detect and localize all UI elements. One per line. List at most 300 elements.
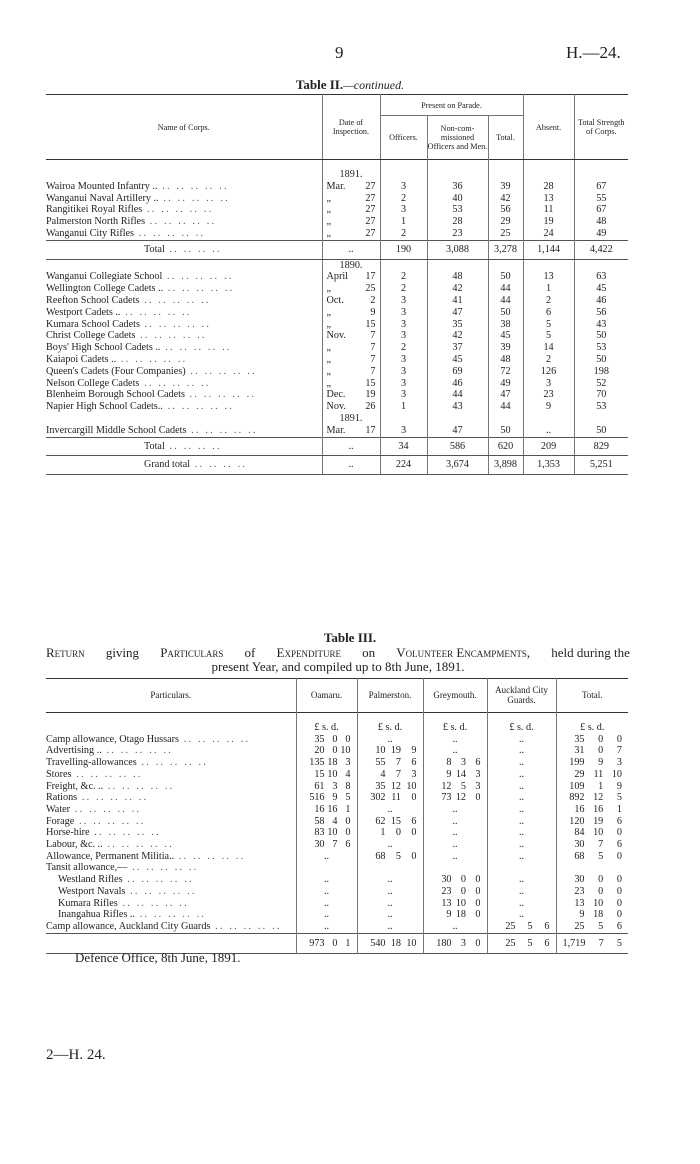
amount-dots: .. — [387, 920, 393, 932]
cell-officers: 3 — [380, 425, 427, 437]
amount — [358, 851, 423, 863]
amount — [297, 827, 357, 839]
spacer — [574, 259, 628, 271]
spacer — [46, 413, 322, 425]
amount-dots: .. — [518, 733, 525, 745]
particular-text: Rations — [46, 792, 78, 804]
spacer — [523, 259, 574, 271]
inspection-date — [322, 401, 380, 413]
currency-label: £ s. d. — [296, 722, 357, 734]
amount-cell — [423, 745, 487, 757]
amount-pounds: 9 — [579, 909, 585, 921]
amount-pence: 0 — [411, 827, 417, 839]
currency-row — [46, 722, 628, 734]
amount — [358, 839, 423, 851]
amount-cell — [487, 804, 556, 816]
spacer — [46, 713, 296, 723]
total-label-text: Grand total — [144, 459, 191, 471]
amount-cell — [487, 839, 556, 851]
amount-pence: 0 — [475, 937, 481, 949]
amount — [297, 909, 357, 921]
amount — [557, 792, 629, 804]
cell-total: 50 — [488, 271, 523, 283]
caption-word: Volunteer Encampments, — [396, 645, 531, 660]
amount — [488, 745, 556, 757]
cell-total: 39 — [488, 181, 523, 193]
particular-text: Westland Rifles — [58, 874, 123, 886]
amount-pence: 7 — [616, 745, 622, 757]
spacer — [357, 713, 423, 723]
amount-pence: 3 — [616, 757, 622, 769]
amount-pence: 0 — [475, 885, 481, 897]
amount — [297, 804, 357, 816]
amount-shillings: 18 — [455, 909, 466, 921]
header-name-of-corps: Name of Corps. — [46, 95, 322, 160]
cell-absent: 3 — [523, 378, 574, 390]
leader-dots: .. .. .. .. .. — [139, 318, 212, 330]
amount-pence: 0 — [475, 792, 481, 804]
amount-pounds: 109 — [569, 780, 585, 792]
amount — [557, 898, 629, 910]
inspection-month: „ — [326, 283, 332, 295]
year-label: 1891. — [322, 169, 380, 181]
amount-dots: .. — [387, 803, 393, 815]
cell-men: 28 — [427, 216, 488, 228]
table-2-title-suffix: —continued. — [343, 78, 405, 92]
amount-dots: .. — [387, 874, 393, 886]
amount — [297, 898, 357, 910]
amount-cell — [357, 745, 423, 757]
spacer — [574, 160, 628, 170]
inspection-day: 15 — [365, 377, 376, 389]
amount-cell — [296, 827, 357, 839]
table-row — [46, 181, 628, 193]
amount-pence: 9 — [616, 780, 622, 792]
amount-shillings: 0 — [332, 733, 338, 745]
amount-pounds: 16 — [574, 803, 585, 815]
leader-dots: .. .. .. .. .. — [145, 216, 217, 228]
amount-cell — [423, 757, 487, 769]
amount-shillings: 7 — [598, 937, 604, 949]
cell-absent: 5 — [523, 330, 574, 342]
inspection-month: „ — [326, 365, 332, 377]
amount-cell — [556, 933, 628, 954]
table-row — [46, 193, 628, 205]
inspection-month: „ — [326, 204, 332, 216]
amount-cell — [556, 734, 628, 746]
inspection-day: 25 — [365, 283, 376, 295]
amount — [424, 792, 487, 804]
amount-dots: .. — [387, 885, 393, 897]
amount — [358, 792, 423, 804]
amount — [424, 745, 487, 757]
amount-cell — [357, 769, 423, 781]
amount-pounds: 199 — [569, 757, 585, 769]
inspection-month: „ — [326, 192, 332, 204]
leader-dots: .. .. .. .. .. — [122, 874, 194, 886]
cell-strength: 50 — [574, 425, 628, 437]
amount-pounds: 30 — [574, 839, 585, 851]
amount — [424, 804, 487, 816]
amount-pounds: 68 — [375, 850, 386, 862]
table-row — [46, 886, 628, 898]
cell-strength: 63 — [574, 271, 628, 283]
inspection-month: Mar. — [326, 180, 346, 192]
amount-cell — [296, 804, 357, 816]
cell-officers: 2 — [380, 193, 427, 205]
corps-name-text: Queen's Cadets (Four Companies) — [46, 365, 186, 377]
cell-officers: 190 — [380, 240, 427, 259]
particular — [46, 757, 296, 769]
amount-dots: .. — [518, 827, 525, 839]
cell-men: 46 — [427, 378, 488, 390]
inspection-date — [322, 283, 380, 295]
spacer — [380, 259, 427, 271]
spacer — [296, 713, 357, 723]
corps-name-text: Invercargill Middle School Cadets — [46, 424, 187, 436]
amount-dots: .. — [518, 745, 525, 757]
amount-pence: 1 — [345, 803, 351, 815]
amount-pounds: 13 — [574, 897, 585, 909]
spacer — [488, 169, 523, 181]
amount — [557, 816, 629, 828]
amount-shillings: 0 — [332, 745, 338, 757]
corps-name — [46, 181, 322, 193]
leader-dots: .. .. .. .. .. — [71, 768, 143, 780]
amount — [488, 816, 556, 828]
particular — [46, 874, 296, 886]
leader-dots: .. .. .. .. .. — [102, 839, 174, 851]
table-row — [46, 781, 628, 793]
spacer — [427, 259, 488, 271]
leader-dots: .. .. .. .. .. — [135, 330, 207, 342]
amount — [557, 909, 629, 921]
amount-dots: .. — [518, 909, 525, 921]
table-3-title: Table III. — [323, 630, 377, 645]
cell-men: 42 — [427, 283, 488, 295]
amount-dots: .. — [518, 768, 525, 780]
corps-name — [46, 307, 322, 319]
cell-strength: 67 — [574, 204, 628, 216]
cell-officers: 3 — [380, 307, 427, 319]
cell-absent: 9 — [523, 401, 574, 413]
year-label: 1891. — [322, 413, 380, 425]
amount-dots: .. — [452, 920, 458, 932]
amount-cell — [487, 898, 556, 910]
amount-dots: .. — [452, 815, 458, 827]
leader-dots: .. .. .. .. .. — [186, 424, 258, 436]
amount-cell — [357, 816, 423, 828]
amount-dots: .. — [387, 897, 393, 909]
inspection-date — [322, 389, 380, 401]
corps-name — [46, 283, 322, 295]
inspection-day: 26 — [365, 401, 376, 413]
amount-pence: 5 — [345, 792, 351, 804]
corps-name — [46, 330, 322, 342]
amount-dots: .. — [518, 792, 525, 804]
amount-cell — [556, 921, 628, 933]
amount-shillings: 5 — [527, 937, 533, 949]
amount-pence: 5 — [616, 937, 622, 949]
amount-shillings: 18 — [390, 937, 401, 949]
amount-cell — [357, 757, 423, 769]
amount-cell — [296, 792, 357, 804]
cell-men: 53 — [427, 204, 488, 216]
amount-shillings: 0 — [598, 733, 604, 745]
cell-absent: 13 — [523, 271, 574, 283]
amount-cell — [487, 851, 556, 863]
cell-strength: 49 — [574, 228, 628, 240]
leader-dots: .. .. .. .. .. — [134, 909, 207, 921]
amount-cell — [357, 839, 423, 851]
leader-dots: .. .. .. .. .. — [125, 885, 197, 897]
amount-shillings: 16 — [327, 803, 338, 815]
cell-absent: .. — [523, 425, 574, 437]
amount-cell — [296, 933, 357, 954]
inspection-month: „ — [326, 318, 332, 330]
particular-text: Water — [46, 803, 71, 815]
amount-pounds: 892 — [569, 792, 585, 804]
amount-shillings: 10 — [455, 897, 466, 909]
cell-officers: 1 — [380, 216, 427, 228]
amount-shillings: 14 — [455, 768, 466, 780]
corps-name — [46, 228, 322, 240]
amount — [557, 804, 629, 816]
amount-cell — [357, 862, 423, 874]
defence-office-line: Defence Office, 8th June, 1891. — [75, 950, 241, 965]
amount-cell — [357, 792, 423, 804]
inspection-day: 27 — [365, 216, 376, 228]
amount-dots: .. — [518, 897, 525, 909]
amount-cell — [487, 874, 556, 886]
amount-cell — [556, 781, 628, 793]
amount-dots: .. — [518, 757, 525, 769]
cell-officers: 3 — [380, 181, 427, 193]
cell-strength: 52 — [574, 378, 628, 390]
amount-cell — [556, 769, 628, 781]
amount-cell — [423, 769, 487, 781]
cell-total: 3,898 — [488, 456, 523, 475]
amount-pounds: 25 — [505, 937, 516, 949]
amount-cell — [556, 851, 628, 863]
amount-pence: 6 — [616, 920, 622, 932]
corps-name-text: Napier High School Cadets.. — [46, 401, 163, 413]
amount-shillings: 0 — [598, 874, 604, 886]
cell-absent: 209 — [523, 437, 574, 456]
leader-dots: .. .. .. .. .. — [139, 294, 211, 306]
amount-shillings: 15 — [390, 815, 401, 827]
table-3-caption-line-1 — [46, 646, 630, 660]
amount — [557, 921, 629, 933]
particular-text: Camp allowance, Auckland City Guards — [46, 920, 211, 932]
amount-shillings: 10 — [327, 768, 338, 780]
amount — [488, 792, 556, 804]
currency-label: £ s. d. — [556, 722, 628, 734]
amount-dots: .. — [452, 850, 458, 862]
cell-absent: 19 — [523, 216, 574, 228]
cell-absent: 24 — [523, 228, 574, 240]
leader-dots: .. .. .. .. .. — [103, 780, 175, 792]
amount — [488, 827, 556, 839]
amount — [557, 851, 629, 863]
amount-cell — [423, 921, 487, 933]
amount-pounds: 35 — [574, 733, 585, 745]
header-ncos-and-men: Non-com-missioned Officers and Men. — [427, 116, 488, 160]
amount-cell — [423, 851, 487, 863]
amount — [358, 745, 423, 757]
cell-strength: 67 — [574, 181, 628, 193]
amount-shillings: 11 — [593, 768, 604, 780]
inspection-day: 17 — [365, 271, 376, 283]
amount — [358, 898, 423, 910]
particular — [46, 781, 296, 793]
inspection-day: 7 — [370, 342, 376, 354]
cell-officers: 2 — [380, 342, 427, 354]
corps-name — [46, 389, 322, 401]
table-row — [46, 216, 628, 228]
cell-officers: 3 — [380, 354, 427, 366]
amount — [488, 938, 556, 950]
cell-officers: 2 — [380, 228, 427, 240]
amount-shillings: 7 — [598, 839, 604, 851]
amount-pounds: 20 — [314, 745, 325, 757]
amount-cell — [357, 804, 423, 816]
amount-shillings: 9 — [332, 792, 338, 804]
cell-total: 620 — [488, 437, 523, 456]
cell-total: 44 — [488, 283, 523, 295]
particular-text: Camp allowance, Otago Hussars — [46, 733, 179, 745]
amount-shillings: 3 — [460, 757, 466, 769]
amount-pounds: 8 — [446, 757, 452, 769]
cell-strength: 50 — [574, 330, 628, 342]
table-row — [46, 757, 628, 769]
amount-shillings: 4 — [332, 815, 338, 827]
amount-pence: 0 — [345, 733, 351, 745]
amount — [297, 886, 357, 898]
amount-cell — [423, 781, 487, 793]
amount-cell — [296, 886, 357, 898]
amount-shillings: 12 — [593, 792, 604, 804]
amount-cell — [423, 816, 487, 828]
amount-cell — [423, 862, 487, 874]
amount-shillings: 7 — [395, 757, 401, 769]
leader-dots: .. .. .. .. .. — [162, 271, 234, 283]
amount-pounds: 68 — [574, 850, 585, 862]
inspection-date — [322, 204, 380, 216]
particular — [46, 839, 296, 851]
inspection-month: Dec. — [326, 389, 346, 401]
particular — [46, 909, 296, 921]
table-row — [46, 354, 628, 366]
inspection-month: „ — [326, 342, 332, 354]
table-row — [46, 804, 628, 816]
amount-pounds: 29 — [574, 768, 585, 780]
amount-dots: .. — [452, 803, 458, 815]
spacer — [574, 169, 628, 181]
header-particulars: Particulars. — [150, 689, 192, 700]
particular-text: Kumara Rifles — [58, 897, 118, 909]
cell-men: 48 — [427, 271, 488, 283]
amount-shillings: 0 — [460, 885, 466, 897]
amount-pence: 3 — [475, 780, 481, 792]
table-row — [46, 851, 628, 863]
total-label — [46, 240, 322, 259]
particular-text: Horse-hire — [46, 827, 90, 839]
amount-cell — [423, 792, 487, 804]
particular — [46, 827, 296, 839]
table-row — [46, 898, 628, 910]
amount-dots: .. — [452, 745, 458, 757]
amount — [488, 921, 556, 933]
amount-shillings: 19 — [593, 815, 604, 827]
amount-pence: 6 — [411, 757, 417, 769]
cell-absent: 11 — [523, 204, 574, 216]
amount-cell — [487, 886, 556, 898]
cell-officers: 2 — [380, 271, 427, 283]
amount-pounds: 61 — [314, 780, 325, 792]
leader-dots: .. .. .. .. .. — [174, 850, 246, 862]
amount-cell — [423, 827, 487, 839]
leader-dots: .. .. .. .. .. — [160, 342, 232, 354]
inspection-day: 17 — [365, 424, 376, 436]
amount-cell — [556, 804, 628, 816]
amount-pence: 0 — [616, 827, 622, 839]
corps-name-text: Westport Cadets .. — [46, 306, 121, 318]
amount — [424, 938, 487, 950]
amount-dots: .. — [452, 839, 458, 851]
table-row — [46, 401, 628, 413]
amount — [358, 938, 423, 950]
leader-dots: .. .. .. .. .. — [127, 862, 199, 874]
spacer — [523, 169, 574, 181]
amount — [488, 874, 556, 886]
amount-pounds: 135 — [309, 757, 325, 769]
particular-text: Travelling-allowances — [46, 757, 137, 769]
amount-cell — [296, 745, 357, 757]
spacer — [380, 160, 427, 170]
cell-men: 40 — [427, 193, 488, 205]
corps-name-text: Boys' High School Cadets .. — [46, 342, 161, 354]
leader-dots: .. .. .. .. .. — [157, 180, 229, 192]
inspection-day: 27 — [365, 227, 376, 239]
amount-shillings: 0 — [460, 874, 466, 886]
amount-pence: 0 — [616, 874, 622, 886]
inspection-day: 19 — [365, 389, 376, 401]
amount-shillings: 5 — [460, 780, 466, 792]
inspection-date — [322, 216, 380, 228]
gap-row — [46, 160, 628, 170]
header-date-of-inspection: Date of Inspection. — [322, 95, 380, 160]
amount — [424, 734, 487, 746]
amount — [488, 851, 556, 863]
amount-pence: 10 — [611, 768, 622, 780]
cell-officers: 224 — [380, 456, 427, 475]
cell-officers: 3 — [380, 204, 427, 216]
amount-shillings: 7 — [395, 768, 401, 780]
leader-dots: .. .. .. .. .. — [120, 306, 192, 318]
corps-name-text: Nelson College Cadets — [46, 377, 140, 389]
amount — [557, 769, 629, 781]
amount-cell — [423, 804, 487, 816]
amount-pounds: 16 — [314, 803, 325, 815]
amount — [297, 921, 357, 933]
amount-dots: .. — [518, 885, 525, 897]
amount — [424, 898, 487, 910]
amount-shillings: 0 — [332, 937, 338, 949]
spacer — [556, 713, 628, 723]
amount-cell — [423, 898, 487, 910]
amount-cell — [357, 781, 423, 793]
